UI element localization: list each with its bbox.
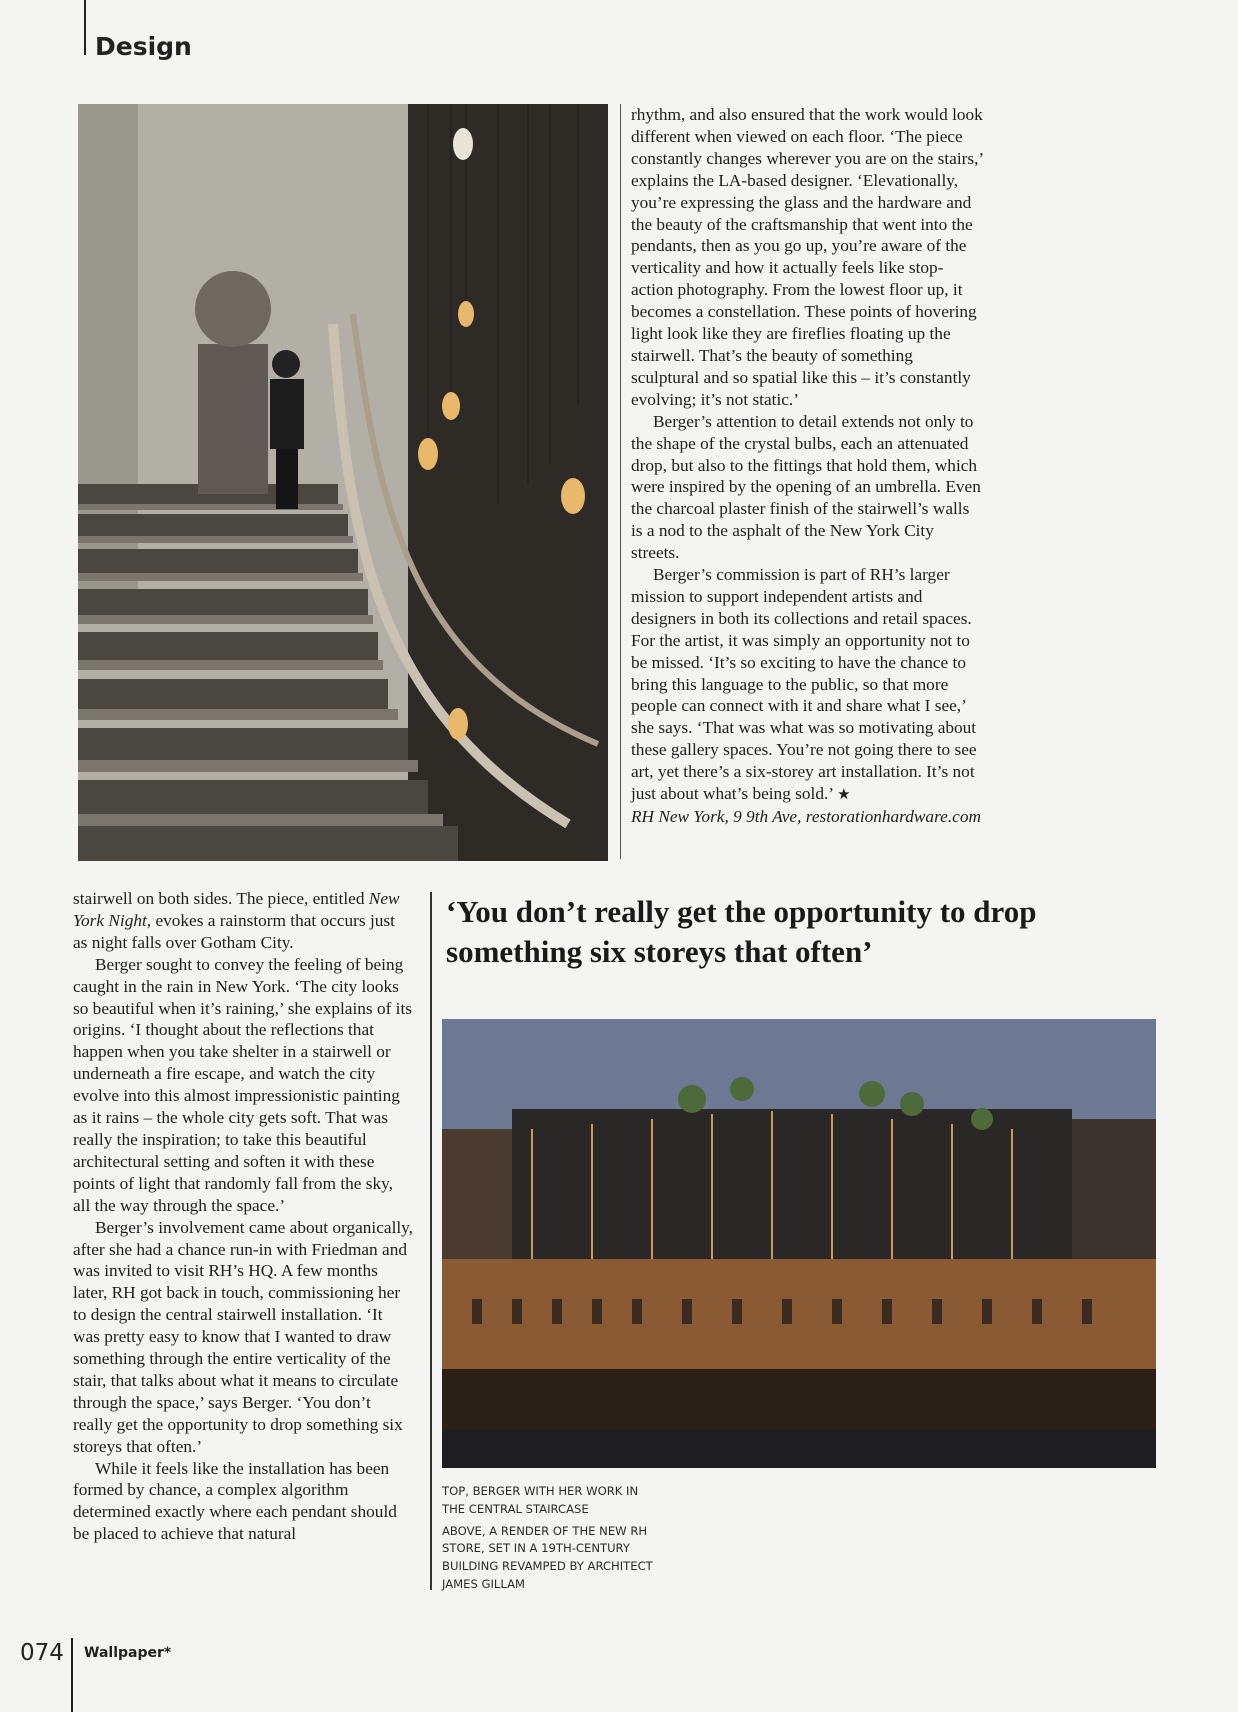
header-rule (84, 0, 86, 55)
body-paragraph: While it feels like the installation has been formed by chance, a complex algorithm determined exactly where each pendant should be placed to achieve that natural (73, 1458, 397, 1544)
store-render-photo (442, 1019, 1156, 1468)
pull-quote-rule (430, 892, 432, 1590)
footer-rule (71, 1638, 73, 1712)
body-text: Berger’s commission is part of RH’s larger mission to support independent artists and designers in both its collections and retail spaces. For the artist, it was simply an opportunity not to be missed. ‘It’s so exciting to have the chance to bring this language to the public, so that more people can connect with it and share what I see,’ she says. ‘That was what was so motivating about these gallery spaces. You’re not going there to see art, yet there’s a six-storey art installation. It’s not just about what’s being sold.’ (631, 565, 977, 804)
body-paragraph: rhythm, and also ensured that the work would look different when viewed on each floor. ‘The piece constantly changes wherever you are on the stairs,’ explains the LA-based designer. ‘Elevationally, you’re expressing the glass and the hardware and the beauty of the craftsmanship that went into the pendants, then as you go up, you’re aware of the verticality and how it actually feels like stop-action photography. From the lowest floor up, it becomes a constellation. These points of hovering light look like they are fireflies floating up the stairwell. That’s the beauty of something sculptural and so spatial like this – it’s constantly evolving; it’s not static.’ (631, 105, 983, 409)
store-credit: RH New York, 9 9th Ave, restorationhardware.com (631, 807, 981, 826)
caption-above: ABOVE, A RENDER OF THE NEW RH STORE, SET IN A 19TH-CENTURY BUILDING REVAMPED BY ARCHITECT JAMES GILLAM (442, 1523, 653, 1591)
body-paragraph: Berger sought to convey the feeling of being caught in the rain in New York. ‘The city looks so beautiful when it’s raining,’ she explains of its origins. ‘I thought about the reflections that happen when you take shelter in a stairwell or underneath a fire escape, and watch the city evolve into this almost impressionistic painting as it rains – the whole city gets soft. That was really the inspiration; to take this beautiful architectural setting and soften it with these points of light that randomly fall from the sky, all the way through the space.’ (73, 954, 412, 1215)
magazine-brand: Wallpaper* (84, 1645, 172, 1661)
caption-top: TOP, BERGER WITH HER WORK IN THE CENTRAL STAIRCASE (442, 1484, 639, 1516)
photo-captions (442, 1483, 662, 1598)
body-paragraph: stairwell on both sides. The piece, entitled New York Night, evokes a rainstorm that occurs just as night falls over Gotham City. (73, 889, 400, 952)
right-column-text (631, 104, 983, 828)
body-paragraph: Berger’s involvement came about organically, after she had a chance run-in with Friedman and was invited to visit RH’s HQ. A few months later, RH got back in touch, commissioning her to design the central stairwell installation. ‘It was pretty easy to know that I wanted to draw something through the entire verticality of the stair, that talks about what it means to circulate through the space,’ says Berger. ‘You don’t really get the opportunity to drop something six storeys that often.’ (73, 1217, 414, 1456)
body-paragraph: Berger’s attention to detail extends not only to the shape of the crystal bulbs, each an attenuated drop, but also to the fittings that hold them, which were inspired by the opening of an umbrella. Even the charcoal plaster finish of the stairwell’s walls is a nod to the asphalt of the New York City streets. (631, 411, 981, 563)
column-rule (620, 104, 621, 859)
section-label: Design (95, 32, 192, 61)
body-paragraph (631, 564, 983, 806)
staircase-photo (78, 104, 608, 861)
end-mark-icon: ★ (837, 785, 851, 804)
artwork-title: New York Night (73, 889, 400, 930)
pull-quote: ‘You don’t really get the opportunity to drop something six storeys that often’ (446, 894, 1037, 969)
left-column-text (73, 888, 413, 1545)
page-number: 074 (20, 1640, 64, 1666)
